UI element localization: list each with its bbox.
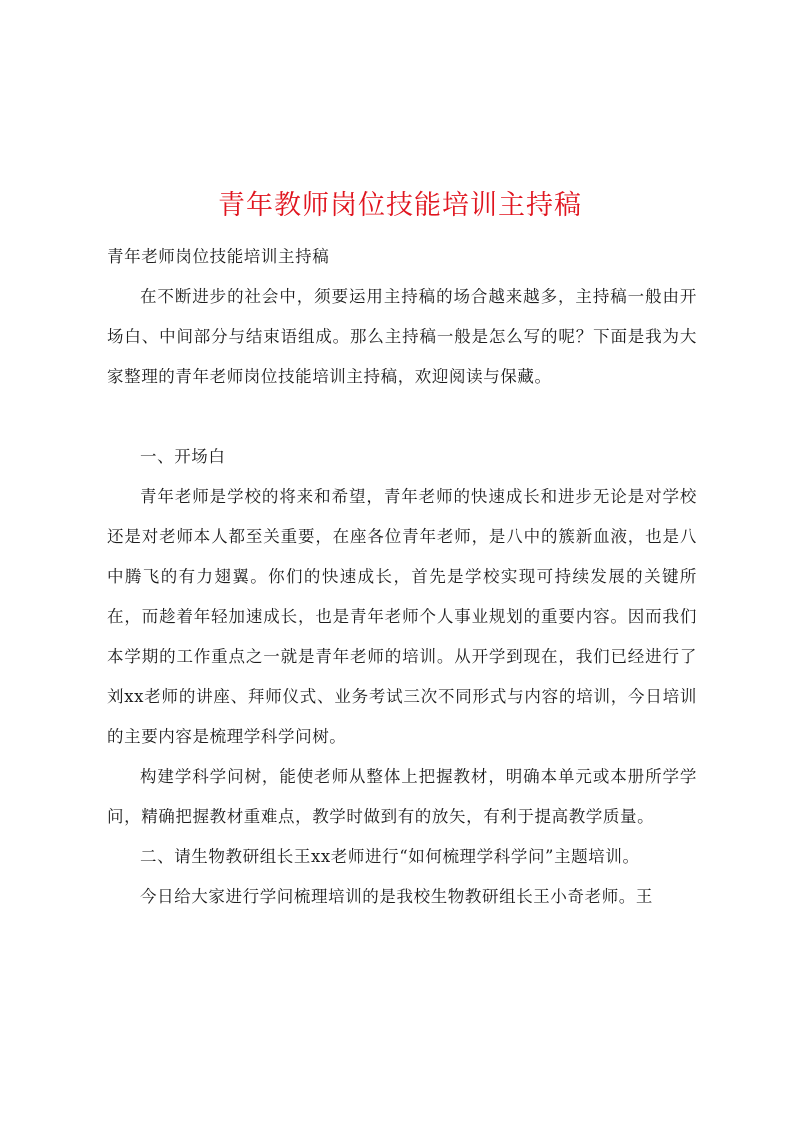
intro-paragraph: 在不断进步的社会中，须要运用主持稿的场合越来越多，主持稿一般由开场白、中间部分与结束语组成。那么主持稿一般是怎么写的呢？下面是我为大家整理的青年老师岗位技能培训主持稿，欢迎阅读与保藏。 — [107, 287, 697, 386]
knowledge-tree-paragraph: 构建学科学问树，能使老师从整体上把握教材，明确本单元或本册所学学问，精确把握教材重难点，教学时做到有的放矢，有利于提高教学质量。 — [107, 767, 697, 826]
training-intro-paragraph: 今日给大家进行学问梳理培训的是我校生物教研组长王小奇老师。王 — [140, 887, 653, 906]
document-subtitle: 青年老师岗位技能培训主持稿 — [107, 247, 330, 266]
document-body — [107, 237, 697, 917]
document-title: 青年教师岗位技能培训主持稿 — [218, 190, 582, 222]
paragraph-spacer — [107, 397, 697, 437]
section-heading-opening: 一、开场白 — [140, 447, 226, 466]
section-heading-training: 二、请生物教研组长王xx老师进行“如何梳理学科学问”主题培训。 — [140, 847, 640, 866]
opening-paragraph: 青年老师是学校的将来和希望，青年老师的快速成长和进步无论是对学校还是对老师本人都至关重要，在座各位青年老师，是八中的簇新血液，也是八中腾飞的有力翅翼。你们的快速成长，首先是学校实现可持续发展的关键所在，而趁着年轻加速成长，也是青年老师个人事业规划的重要内容。因而我们本学期的工作重点之一就是青年老师的培训。从开学到现在，我们已经进行了刘xx老师的讲座、拜师仪式、业务考试三次不同形式与内容的培训，今日培训的主要内容是梳理学科学问树。 — [107, 487, 697, 746]
